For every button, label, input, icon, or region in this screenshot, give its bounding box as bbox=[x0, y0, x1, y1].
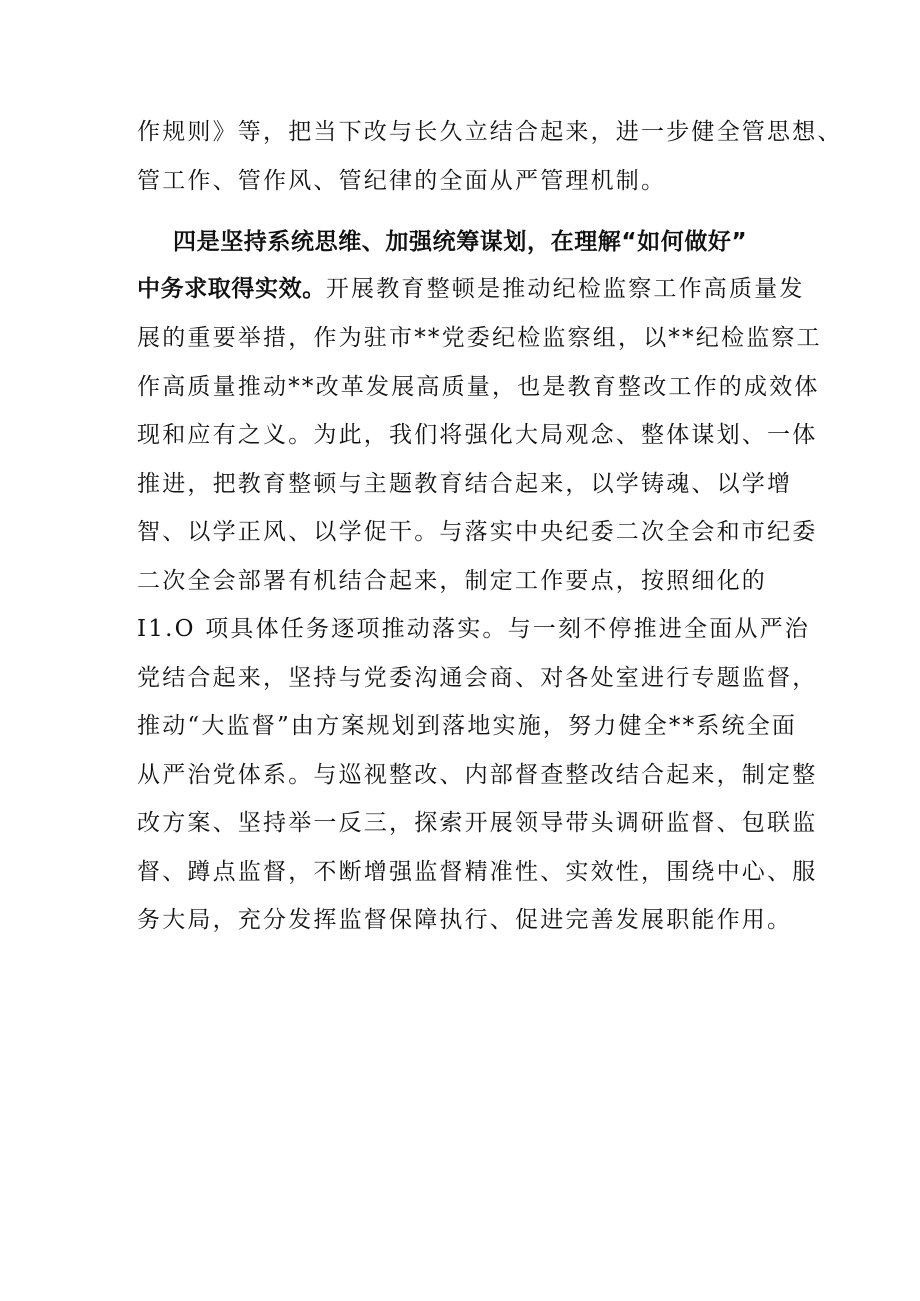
text-segment: 开展教育整顿是推动纪检监察工作高质量发 bbox=[325, 276, 805, 302]
text-line: 作高质量推动**改革发展高质量，也是教育整改工作的成效体 bbox=[137, 374, 820, 400]
text-line: 改方案、坚持举一反三，探索开展领导带头调研监督、包联监 bbox=[137, 810, 818, 836]
text-line: 党结合起来，坚持与党委沟通会商、对各处室进行专题监督， bbox=[137, 665, 818, 691]
text-line: I1.O 项具体任务逐项推动落实。与一刻不停推进全面从严治 bbox=[137, 616, 810, 642]
text-line: 管工作、管作风、管纪律的全面从严管理机制。 bbox=[137, 168, 667, 194]
section-heading: 四是坚持系统思维、加强统筹谋划，在理解“如何做好” bbox=[173, 229, 748, 255]
text-line: 展的重要举措，作为驻市**党委纪检监察组，以**纪检监察工 bbox=[137, 325, 822, 351]
text-line: 二次全会部署有机结合起来，制定工作要点，按照细化的 bbox=[137, 568, 767, 594]
text-line: 务大局，充分发挥监督保障执行、促进完善发展职能作用。 bbox=[137, 907, 793, 933]
text-line-mixed bbox=[137, 274, 805, 304]
text-line: 作规则》等，把当下改与长久立结合起来，进一步健全管思想、 bbox=[137, 119, 843, 145]
text-line: 推动“大监督”由方案规划到落地实施，努力健全**系统全面 bbox=[137, 713, 798, 739]
section-heading-continued: 中务求取得实效。 bbox=[137, 276, 326, 302]
text-line: 现和应有之义。为此，我们将强化大局观念、整体谋划、一体 bbox=[137, 422, 818, 448]
text-line: 从严治党体系。与巡视整改、内部督查整改结合起来，制定整 bbox=[137, 762, 818, 788]
text-line: 推进，把教育整顿与主题教育结合起来，以学铸魂、以学增 bbox=[137, 471, 793, 497]
text-line: 智、以学正风、以学促干。与落实中央纪委二次全会和市纪委 bbox=[137, 519, 818, 545]
text-line: 督、蹲点监督，不断增强监督精准性、实效性，围绕中心、服 bbox=[137, 859, 818, 885]
